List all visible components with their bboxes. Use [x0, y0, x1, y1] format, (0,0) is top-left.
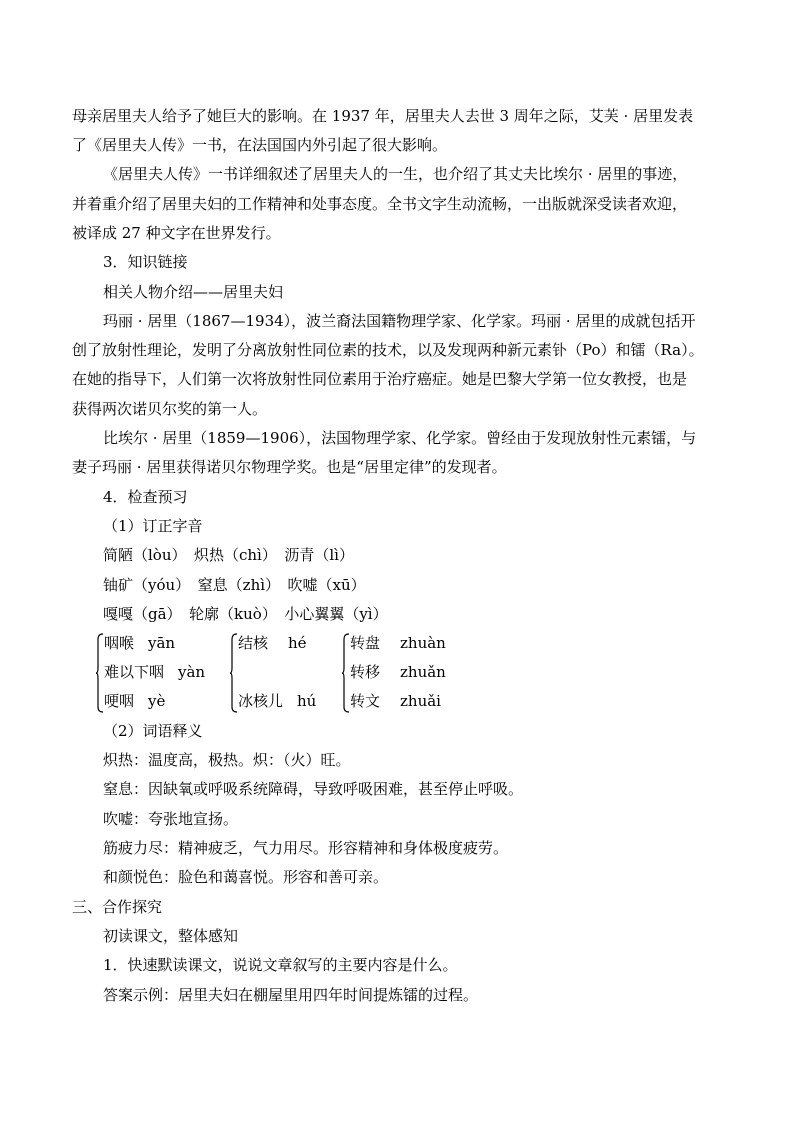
- section-heading: 三、合作探究: [72, 898, 163, 916]
- pronunciation-line: 嘎嘎（gā） 轮廓（kuò） 小心翼翼（yì）: [103, 605, 388, 623]
- paragraph-line: 玛丽 · 居里（1867—1934），波兰裔法国籍物理学家、化学家。玛丽 · 居里的成就包括开: [103, 312, 696, 330]
- polyphone-row: [350, 633, 446, 653]
- paragraph-line: 获得两次诺贝尔奖的第一人。: [72, 400, 268, 418]
- paragraph-line: 并着重介绍了居里夫妇的工作精神和处事态度。全书文字生动流畅，一出版就深受读者欢迎，: [72, 195, 688, 213]
- polyphone-pinyin: yè: [148, 692, 166, 710]
- brace-icon: [342, 633, 350, 713]
- subheading: 初读课文，整体感知: [103, 927, 239, 945]
- polyphone-pinyin: yān: [148, 634, 176, 652]
- polyphone-row: [104, 633, 175, 653]
- brace-icon: [96, 633, 104, 713]
- question-line: 1．快速默读课文，说说文章叙写的主要内容是什么。: [103, 956, 458, 974]
- section-heading: 3．知识链接: [103, 253, 188, 271]
- polyphone-group-zhuan: [342, 633, 462, 717]
- pronunciation-line: 铀矿（yóu） 窒息（zhì） 吹嘘（xū）: [103, 576, 366, 594]
- polyphone-word: 冰核儿: [238, 692, 284, 710]
- polyphone-pinyin: zhuǎi: [400, 692, 441, 710]
- brace-icon: [230, 633, 238, 713]
- polyphone-word: 咽喉: [104, 634, 135, 652]
- polyphone-row: [238, 691, 316, 711]
- definition-line: 和颜悦色：脸色和蔼喜悦。形容和善可亲。: [103, 868, 389, 886]
- polyphone-pinyin: zhuàn: [400, 634, 446, 652]
- section-heading: 4．检查预习: [103, 488, 188, 506]
- paragraph-line: 《居里夫人传》一书详细叙述了居里夫人的一生，也介绍了其丈夫比埃尔 · 居里的事迹，: [103, 165, 688, 183]
- definition-line: 炽热：温度高，极热。炽：（火）旺。: [103, 751, 351, 769]
- polyphone-group-yan: [96, 633, 226, 717]
- polyphone-group-he: [230, 633, 340, 717]
- polyphone-row: [238, 633, 307, 653]
- subheading: （1）订正字音: [103, 517, 203, 535]
- polyphone-pinyin: hé: [288, 634, 307, 652]
- polyphone-word: 转盘: [350, 634, 381, 652]
- subheading: （2）词语释义: [103, 722, 203, 740]
- definition-line: 筋疲力尽：精神疲乏，气力用尽。形容精神和身体极度疲劳。: [103, 839, 509, 857]
- polyphone-word: 难以下咽: [104, 663, 165, 681]
- paragraph-line: 创了放射性理论，发明了分离放射性同位素的技术，以及发现两种新元素钋（Po）和镭（Ra）。: [72, 341, 704, 359]
- answer-line: 答案示例：居里夫妇在棚屋里用四年时间提炼镭的过程。: [103, 986, 479, 1004]
- definition-line: 吹嘘：夸张地宣扬。: [103, 810, 239, 828]
- polyphone-pinyin: zhuǎn: [400, 663, 446, 681]
- polyphone-word: 转文: [350, 692, 381, 710]
- polyphone-word: 结核: [238, 634, 269, 652]
- paragraph-line: 在她的指导下，人们第一次将放射性同位素用于治疗癌症。她是巴黎大学第一位女教授，也是: [72, 370, 688, 388]
- paragraph-line: 母亲居里夫人给予了她巨大的影响。在 1937 年，居里夫人去世 3 周年之际，艾芙 · 居里发表: [72, 107, 694, 125]
- subheading: 相关人物介绍——居里夫妇: [103, 283, 284, 301]
- paragraph-line: 了《居里夫人传》一书，在法国国内外引起了很大影响。: [72, 136, 448, 154]
- paragraph-line: 比埃尔 · 居里（1859—1906），法国物理学家、化学家。曾经由于发现放射性元素镭，与: [103, 429, 697, 447]
- polyphone-row: [104, 662, 205, 682]
- polyphone-pinyin: hú: [297, 692, 317, 710]
- polyphone-row: [350, 691, 441, 711]
- polyphone-word: 哽咽: [104, 692, 135, 710]
- paragraph-line: 妻子玛丽 · 居里获得诺贝尔物理学奖。也是“居里定律”的发现者。: [72, 458, 507, 476]
- pronunciation-line: 简陋（lòu） 炽热（chì） 沥青（lì）: [103, 546, 354, 564]
- polyphone-word: 转移: [350, 663, 381, 681]
- polyphone-row: [104, 691, 165, 711]
- polyphone-pinyin: yàn: [178, 663, 206, 681]
- polyphone-row: [350, 662, 446, 682]
- paragraph-line: 被译成 27 种文字在世界发行。: [72, 224, 281, 242]
- definition-line: 窒息：因缺氧或呼吸系统障碍，导致呼吸困难，甚至停止呼吸。: [103, 780, 524, 798]
